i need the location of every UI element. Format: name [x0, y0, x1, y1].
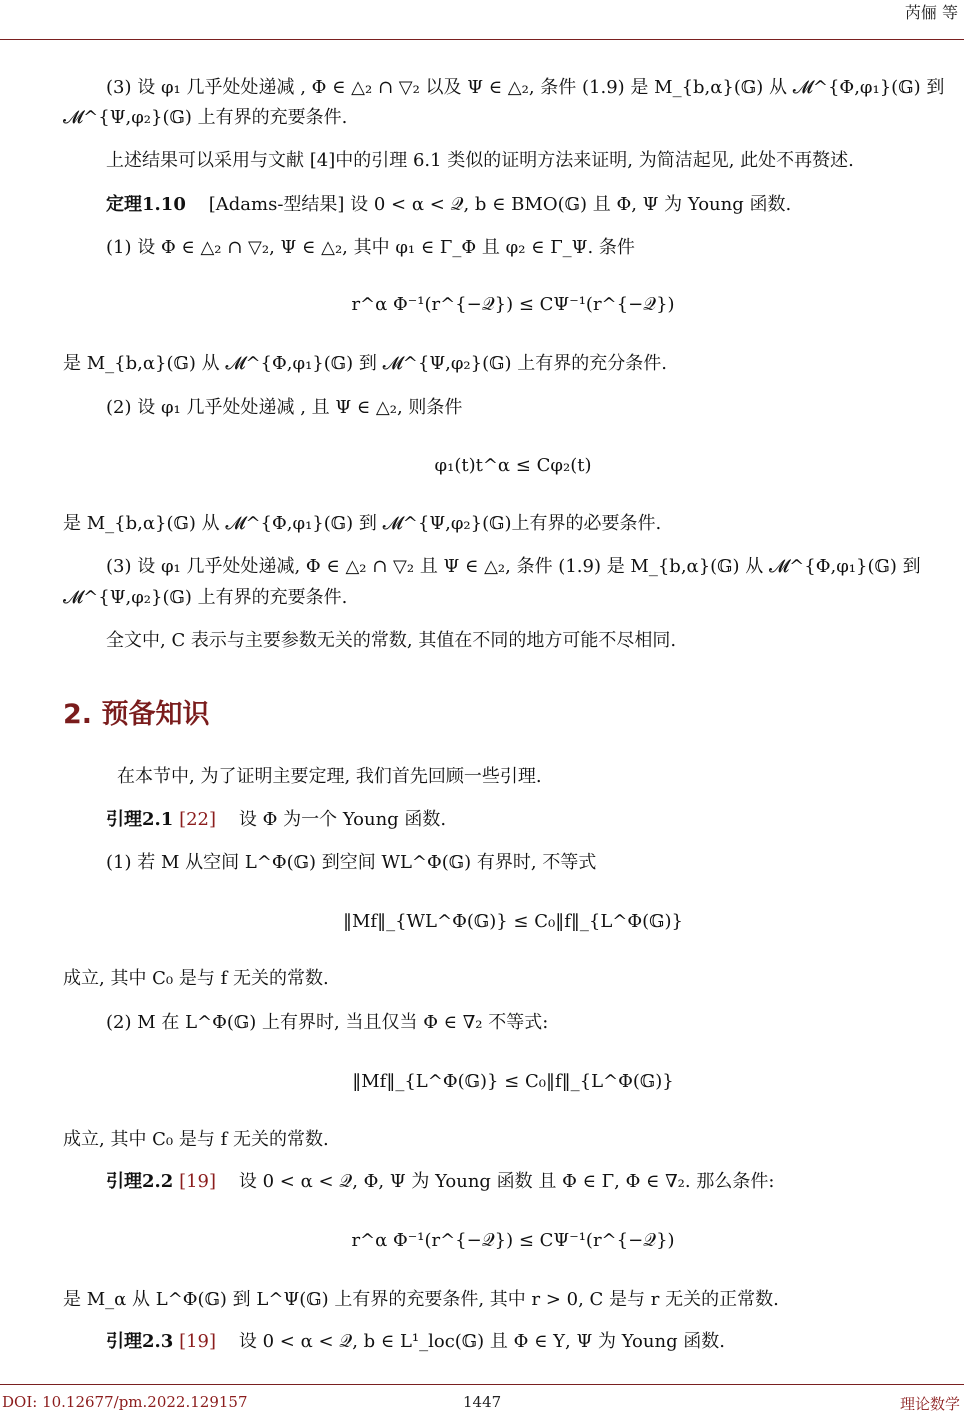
- footer-journal-link[interactable]: 理论数学: [899, 1395, 960, 1413]
- lemma-2-2: [106, 1170, 964, 1194]
- lemma-label: 引理2.2: [106, 1171, 174, 1192]
- text-line: 上述结果可以采用与文献 [4]中的引理 6.1 类似的证明方法来证明, 为简洁起见, 此处不再赘述.: [106, 150, 854, 171]
- lemma-label: 引理2.3: [106, 1331, 174, 1352]
- header-author: 芮俪 等: [904, 3, 958, 22]
- text-line: (3) 设 φ₁ 几乎处处递减 , Φ ∈ △₂ ∩ ▽₂ 以及 Ψ ∈ △₂, 条件 (1.9) 是 M_{b,α}(𝔾) 从 𝓜^{Φ,φ₁}(𝔾) 到: [106, 77, 945, 98]
- formula: ‖Mf‖_{WL^Φ(𝔾)} ≤ C₀‖f‖_{L^Φ(𝔾)}: [343, 911, 683, 932]
- header-rule: [0, 39, 964, 40]
- text-line: (3) 设 φ₁ 几乎处处递减, Φ ∈ △₂ ∩ ▽₂ 且 Ψ ∈ △₂, 条件 (1.9) 是 M_{b,α}(𝔾) 从 𝓜^{Φ,φ₁}(𝔾) 到: [106, 556, 921, 577]
- text-line: 成立, 其中 C₀ 是与 f 无关的常数.: [63, 968, 329, 989]
- lemma-2-1: [106, 808, 964, 832]
- text-line: (1) 若 M 从空间 L^Φ(𝔾) 到空间 WL^Φ(𝔾) 有界时, 不等式: [106, 852, 597, 873]
- text-line: (1) 设 Φ ∈ △₂ ∩ ▽₂, Ψ ∈ △₂, 其中 φ₁ ∈ Γ_Φ 且 φ₂ ∈ Γ_Ψ. 条件: [106, 237, 635, 258]
- formula: r^α Φ⁻¹(r^{−𝒬}) ≤ CΨ⁻¹(r^{−𝒬}): [351, 294, 675, 315]
- text-line: (2) M 在 L^Φ(𝔾) 上有界时, 当且仅当 Φ ∈ ∇₂ 不等式:: [106, 1012, 549, 1033]
- citation-link[interactable]: [19]: [179, 1331, 217, 1352]
- text-line: 是 M_{b,α}(𝔾) 从 𝓜^{Φ,φ₁}(𝔾) 到 𝓜^{Ψ,φ₂}(𝔾)上有界的必要条件.: [63, 513, 662, 534]
- lemma-text: 设 0 < α < 𝒬, b ∈ L¹_loc(𝔾) 且 Φ ∈ Υ, Ψ 为 Young 函数.: [238, 1331, 726, 1352]
- footer-rule: [0, 1384, 964, 1385]
- formula: r^α Φ⁻¹(r^{−𝒬}) ≤ CΨ⁻¹(r^{−𝒬}): [351, 1230, 675, 1251]
- formula: φ₁(t)t^α ≤ Cφ₂(t): [434, 455, 592, 476]
- lemma-text: 设 0 < α < 𝒬, Φ, Ψ 为 Young 函数 且 Φ ∈ Γ, Φ ∈ ∇₂. 那么条件:: [238, 1171, 775, 1192]
- text-line: 在本节中, 为了证明主要定理, 我们首先回顾一些引理.: [117, 766, 542, 787]
- text-line: 𝓜^{Ψ,φ₂}(𝔾) 上有界的充要条件.: [63, 107, 348, 128]
- lemma-2-3: [106, 1330, 964, 1354]
- theorem-text: [Adams-型结果] 设 0 < α < 𝒬, b ∈ BMO(𝔾) 且 Φ, Ψ 为 Young 函数.: [208, 194, 792, 215]
- text-line: (2) 设 φ₁ 几乎处处递减 , 且 Ψ ∈ △₂, 则条件: [106, 397, 463, 418]
- text-line: 是 M_α 从 L^Φ(𝔾) 到 L^Ψ(𝔾) 上有界的充要条件, 其中 r > 0, C 是与 r 无关的正常数.: [63, 1289, 779, 1310]
- theorem-1-10: [106, 193, 964, 217]
- citation-link[interactable]: [19]: [179, 1171, 217, 1192]
- formula: ‖Mf‖_{L^Φ(𝔾)} ≤ C₀‖f‖_{L^Φ(𝔾)}: [352, 1071, 674, 1092]
- page-number: 1447: [463, 1393, 502, 1411]
- theorem-label: 定理1.10: [106, 194, 186, 215]
- text-line: 是 M_{b,α}(𝔾) 从 𝓜^{Φ,φ₁}(𝔾) 到 𝓜^{Ψ,φ₂}(𝔾) 上有界的充分条件.: [63, 353, 667, 374]
- section-title: 2. 预备知识: [63, 699, 210, 730]
- citation-link[interactable]: [22]: [179, 809, 217, 830]
- lemma-text: 设 Φ 为一个 Young 函数.: [238, 809, 447, 830]
- footer-doi-link[interactable]: DOI: 10.12677/pm.2022.129157: [2, 1393, 248, 1411]
- text-line: 成立, 其中 C₀ 是与 f 无关的常数.: [63, 1129, 329, 1150]
- text-line: 𝓜^{Ψ,φ₂}(𝔾) 上有界的充要条件.: [63, 587, 348, 608]
- text-line: 全文中, C 表示与主要参数无关的常数, 其值在不同的地方可能不尽相同.: [106, 630, 677, 651]
- lemma-label: 引理2.1: [106, 809, 174, 830]
